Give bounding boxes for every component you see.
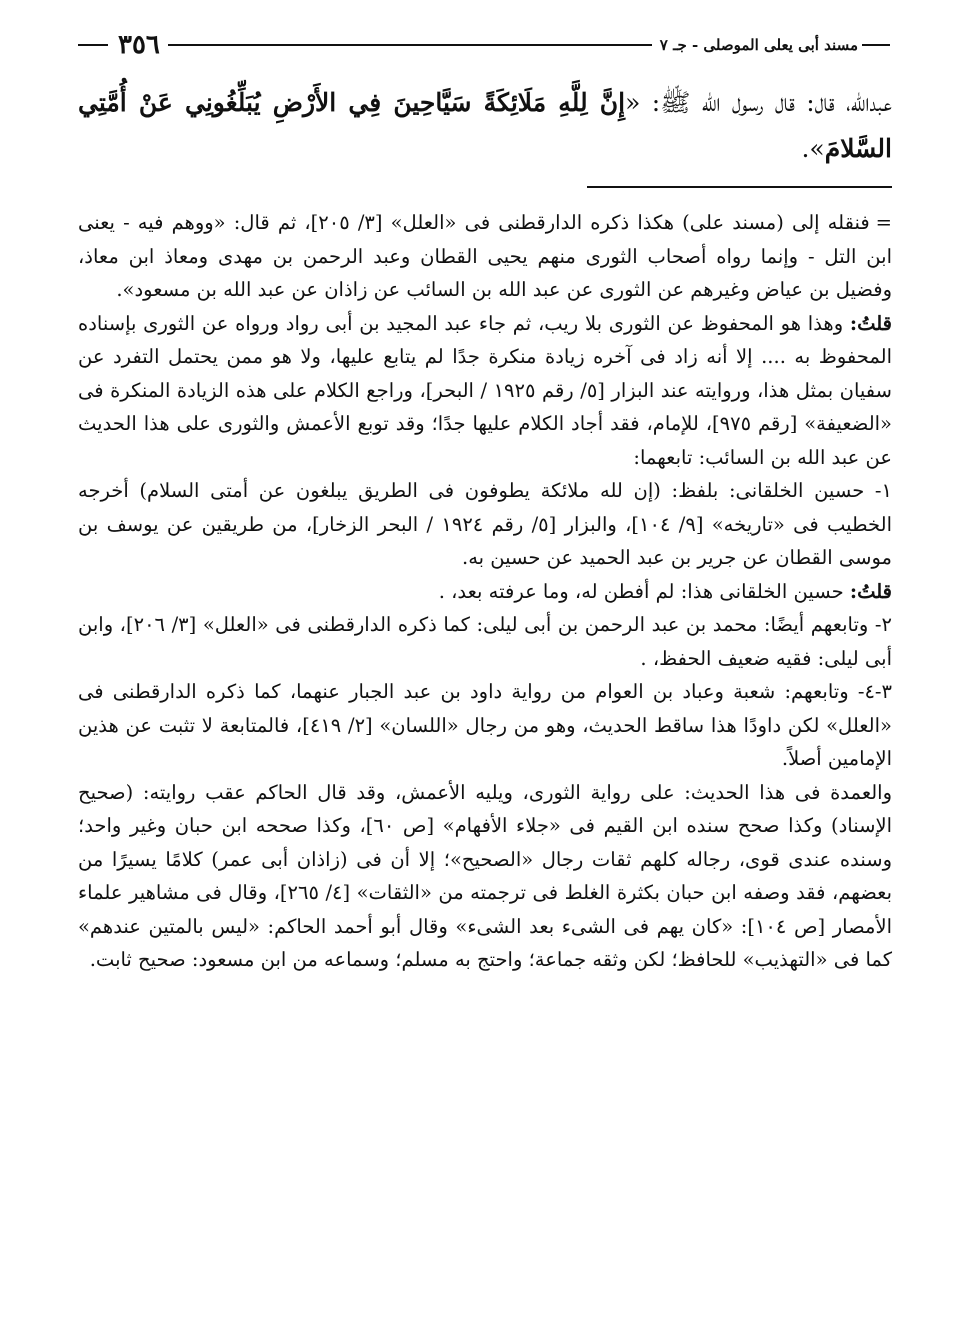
footnote-paragraph: ١- حسين الخلقانى: بلفظ: (إن لله ملائكة يطوفون فى الطريق يبلغون عن أمتى السلام) أخرجه الخطيب فى «تاريخه» [٩/ ١٠٤]، والبزار [٥/ رقم ١٩٢٤ / البحر الزخار]، من طريقين عن يوسف بن موسى القطان عن جرير بن عبد الحميد عن حسين به. [78, 479, 892, 569]
running-title: مسند أبى يعلى الموصلى - جـ ٧ [659, 36, 858, 54]
continuation-marker: = [875, 211, 892, 234]
hadith-outro: ». [801, 134, 825, 163]
footnote-paragraph: ٣-٤- وتابعهم: شعبة وعباد بن العوام من رواية داود بن عبد الجبار عنهما، كما ذكره الدارقطنى فى «العلل» لكن داودًا هذا ساقط الحديث، وهو من رجال «اللسان» [٢/ ٤١٩]، فالمتابعة لا تثبت عن هذين الإمامين أصلاً. [78, 680, 892, 770]
page-number: ٣٥٦ [118, 30, 160, 60]
hadith-quote: إِنَّ لِلَّهِ مَلَائِكَةً سَيَّاحِينَ فِي الأَرْضِ يُبَلِّغُونِي عَنْ أُمَّتِي السَّلامَ [78, 88, 892, 163]
hadith-text [78, 80, 892, 172]
footnote-paragraph: قلتُ: حسين الخلقانى هذا: لم أفطن له، وما عرفته بعد، . [438, 579, 892, 603]
header-dash-left [78, 44, 108, 46]
footnote-separator [78, 186, 892, 188]
footnote-paragraph: =فنقله إلى (مسند على) هكذا ذكره الدارقطنى فى «العلل» [٣/ ٢٠٥]، ثم قال: «ووهم فيه - يعنى ابن التل - وإنما رواه أصحاب الثورى منهم يحيى القطان وعبد الرحمن بن مهدى ومعاذ ابن معاذ، وفضيل بن عياض وغيرهم عن الثورى عن عبد الله بن السائب عن زاذان عن عبد الله بن مسعود». [78, 206, 892, 307]
footnote-paragraph: ٢- وتابعهم أيضًا: محمد بن عبد الرحمن بن أبى ليلى: كما ذكره الدارقطنى فى «العلل» [٣/ ٢٠٦]، وابن أبى ليلى: فقيه ضعيف الحفظ، . [78, 613, 892, 670]
header-rule [168, 44, 652, 46]
page-header [78, 28, 892, 62]
footnote-paragraph: قلتُ: وهذا هو المحفوظ عن الثورى بلا ريب، ثم جاء عبد المجيد بن أبى رواد ورواه عن الثورى بإسناده المحفوظ به .... إلا أنه زاد فى آخره زيادة منكرة جدًا لم يتابع عليها، ولا هو ممن يحتمل التفرد عن سفيان بمثل هذا، وروايته عند البزار [٥/ رقم ١٩٢٥ / البحر]، وراجع الكلام على هذه الزيادة المنكرة فى «الضعيفة» [رقم ٩٧٥]، للإمام، فقد أجاد الكلام عليها جدًا؛ وقد توبع الأعمش والثورى على هذا الحديث عن عبد الله بن السائب: تابعهما: [78, 311, 892, 469]
book-page [78, 28, 892, 977]
footnotes [78, 206, 892, 977]
footnote-paragraph: والعمدة فى هذا الحديث: على رواية الثورى، ويليه الأعمش، وقد قال الحاكم عقب روايته: (صحيح الإسناد) وكذا صحح سنده ابن القيم فى «جلاء الأفهام» [ص ٦٠]، وكذا صححه ابن حبان وغير واحد؛ وسنده عندى قوى، رجاله كلهم ثقات رجال «الصحيح»؛ إلا أن فى (زاذان أبى عمر) كلامًا يسيرًا من بعضهم، فقد وصفه ابن حبان بكثرة الغلط فى ترجمته من «الثقات» [٤/ ٢٦٥]، وقال فى مشاهير علماء الأمصار [ص ١٠٤]: «كان يهم فى الشىء بعد الشىء» وقال أبو أحمد الحاكم: «ليس بالمتين عندهم» كما فى «التهذيب» للحافظ؛ لكن وثقه جماعة؛ واحتج به مسلم؛ وسماعه من ابن مسعود: صحيح ثابت. [78, 780, 892, 971]
header-dash-right [862, 44, 890, 46]
qultu-label: قلتُ: [849, 311, 892, 335]
hadith-intro: عبدالله، قال: قال رسول الله ﷺ: « [625, 88, 892, 117]
qultu-label: قلتُ: [849, 579, 892, 603]
